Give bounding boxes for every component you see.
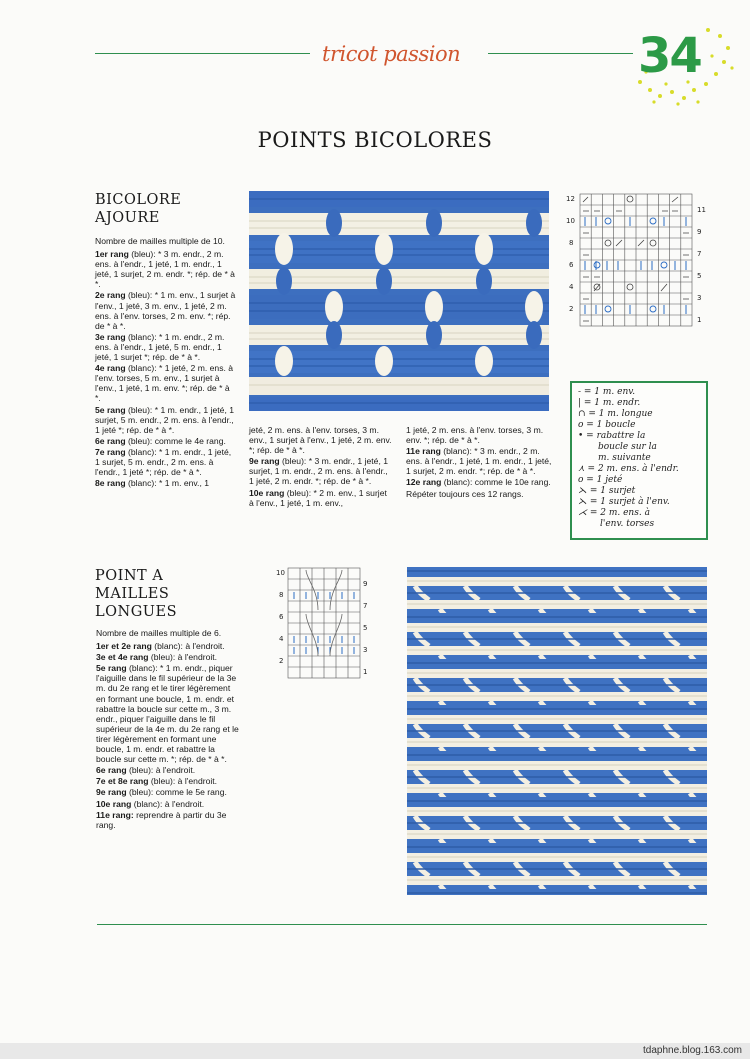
page-number: 34 [638,28,701,84]
knit-photo-mailles-longues [407,567,707,895]
bottom-rule [97,924,707,925]
chart-row-label: 8 [569,239,574,247]
stitch-chart-mailles-longues [276,564,372,686]
row-text: (bleu): * 3 m. endr., 2 m. ens. à l'endr., 1 jeté, 1 m. endr., 1 jeté, 1 surjet, 2 m. endr. *; rép. de * à *. [95,249,235,290]
row-label: 3e et 4e rang [96,652,149,663]
row-label: 9e rang [96,787,127,798]
chart-row-label: 6 [279,613,284,621]
chart-row-label: 10 [566,217,575,225]
instruction-row [96,765,242,775]
instruction-row [95,405,237,435]
instruction-row [406,446,554,476]
legend-entry: ⋋ = 1 surjet [578,486,636,496]
legend-entry: ⋋ = 1 surjet à l'env. [578,497,670,507]
legend-entry: o = 1 boucle [578,420,636,430]
row-text: (bleu): comme le 5e rang. [126,787,227,798]
legend-entry: l'env. torses [600,519,655,529]
section1-heading-line2: AJOURE [95,210,160,226]
instruction-row [95,363,237,403]
chart-row-label: 5 [363,624,368,632]
instruction-row [96,776,242,786]
row-label: 1er et 2e rang [96,641,152,652]
brand-title: tricot passion [322,42,461,66]
stitch-chart-bicolore [566,190,712,330]
row-label: 12e rang [406,477,442,488]
instruction-row [406,425,554,445]
instruction-row [96,799,242,809]
legend-entry: ⋏ = 2 m. ens. à l'endr. [578,464,679,474]
chart-row-label: 9 [363,580,368,588]
instruction-row [95,447,237,477]
legend-entry: • = rabattre la [578,431,646,441]
header-rule-right [488,53,633,54]
row-text: (blanc): * 3 m. endr., 2 m. ens. à l'endr., 1 jeté, 1 m. endr., 1 jeté, 1 surjet, 2 m. endr. *; rép. de * à *. [406,446,552,477]
section1-col3 [406,425,554,500]
instruction-row [95,332,237,362]
section2-heading-line3: LONGUES [95,604,178,620]
instruction-row [95,249,237,289]
row-label: 1er rang [95,249,129,260]
row-text: (bleu): comme le 4e rang. [125,435,226,446]
section1-heading-line1: BICOLORE [95,192,182,208]
chart-row-label: 10 [276,569,285,577]
row-label: 2e rang [95,290,126,301]
row-text: (bleu): * 3 m. endr., 1 jeté, 1 surjet, 1 m. endr., 2 m. ens. à l'endr., 1 jeté, 2 m. endr. *; rép. de * à *. [249,456,389,487]
row-text: (bleu): * 2 m. env., 1 surjet à l'env., 1 jeté, 1 m. env., [249,487,387,508]
knit-photo-bicolore [249,191,549,411]
footer-bar [0,1043,750,1059]
section1-intro: Nombre de mailles multiple de 10. [95,236,225,246]
chart-row-label: 1 [697,316,702,324]
instruction-row [249,425,394,455]
page-title: POINTS BICOLORES [257,128,493,152]
instruction-row [406,489,554,499]
instruction-row [249,488,394,508]
row-text: (bleu): à l'endroit. [148,652,218,663]
row-label: 7e rang [95,446,126,457]
row-text: (bleu): * 1 m. endr., 1 jeté, 1 surjet, 5 m. endr., 2 m. ens. à l'endr., 1 jeté *; rép. de * à *. [95,404,235,435]
chart-row-label: 2 [279,657,284,665]
section2-intro: Nombre de mailles multiple de 6. [96,628,222,638]
symbol-legend [570,381,708,540]
chart-row-label: 5 [697,272,702,280]
instruction-row [249,456,394,486]
watermark: tdaphne.blog.163.com [643,1045,742,1056]
row-label: 10e rang [96,798,132,809]
row-label: 4e rang [95,363,126,374]
section2-heading-line2: MAILLES [95,586,170,602]
chart-row-label: 3 [697,294,702,302]
section1-col2 [249,425,394,509]
row-text: (blanc): * 1 jeté, 2 m. ens. à l'env. torses, 5 m. env., 1 surjet à l'env., 1 jeté, 1 m. env. *; rép. de * à *. [95,363,234,404]
chart-row-label: 9 [697,228,702,236]
header-rule-left [95,53,310,54]
row-text: (blanc): * 1 m. env., 1 [125,478,210,489]
section2-heading [95,567,177,621]
row-text: reprendre à partir du 3e rang. [96,809,227,830]
instruction-row [95,290,237,330]
row-label: 3e rang [95,331,126,342]
chart-row-label: 4 [279,635,284,643]
legend-entry: m. suivante [598,453,651,463]
legend-entry: boucle sur la [598,442,657,452]
legend-entry: | = 1 m. endr. [578,398,641,408]
instruction-row [96,787,242,797]
row-label: 10e rang [249,487,285,498]
legend-entry: ∩ = 1 m. longue [578,409,653,419]
row-label: 11e rang: [96,809,134,820]
section1-col1 [95,236,237,489]
instruction-row [95,436,237,446]
instruction-row [96,641,242,651]
row-label: 6e rang [95,435,126,446]
row-label: 5e rang [95,404,126,415]
section1-heading [95,191,181,227]
legend-entry: o = 1 jeté [578,475,623,485]
chart-row-label: 3 [363,646,368,654]
row-text: (blanc): * 1 m. endr., 2 m. ens. à l'endr., 1 jeté, 5 m. endr., 1 jeté, 1 surjet *; rép. de * à *. [95,331,225,363]
chart-row-label: 11 [697,206,706,214]
row-text: (bleu): à l'endroit. [148,776,218,787]
section2-heading-line1: POINT A [95,568,164,584]
row-text: jeté, 2 m. ens. à l'env. torses, 3 m. env., 1 surjet à l'env., 1 jeté, 2 m. env. *; rép. de * à *. [249,425,392,456]
chart-row-label: 7 [363,602,368,610]
row-text: (blanc): comme le 10e rang. [441,477,551,488]
row-text: (blanc): à l'endroit. [131,798,205,809]
row-text: (blanc): à l'endroit. [151,641,225,652]
row-label: 9e rang [249,456,280,467]
row-text: (blanc): * 1 m. endr., piquer l'aiguille dans le fil supérieur de la 3e m. du 2e rang et le tirer légèrement en formant une boucle, 1 m. endr. et rabattre la boucle sur cette m., 3 m. endr., piquer l'aiguille dans le fil supérieur de la 4e m. du 2e rang et le tirer légèrement en formant une boucle, 1 m. endr. et rabattre la boucle sur cette m. *; rép. de * à *. [96,663,239,765]
row-text: (bleu): à l'endroit. [126,765,196,776]
legend-entry: ⋌ = 2 m. ens. à [578,508,650,518]
row-label: 11e rang [406,446,441,457]
row-text: (bleu): * 1 m. env., 1 surjet à l'env., 1 jeté, 3 m. env., 1 jeté, 2 m. ens. à l'env. torses, 2 m. env. *; rép. de * à *. [95,290,236,331]
row-label: 6e rang [96,765,127,776]
row-label: 7e et 8e rang [96,776,149,787]
instruction-row [95,478,237,488]
chart-row-label: 2 [569,305,574,313]
row-text: Répéter toujours ces 12 rangs. [406,488,524,499]
row-label: 8e rang [95,478,126,489]
chart-row-label: 8 [279,591,284,599]
chart-row-label: 4 [569,283,574,291]
instruction-row [96,663,242,764]
instruction-row [96,810,242,830]
chart-row-label: 6 [569,261,574,269]
instruction-row [96,652,242,662]
instruction-row [406,477,554,487]
chart-row-label: 1 [363,668,368,676]
chart-row-label: 12 [566,195,575,203]
row-text: (blanc): * 1 m. endr., 1 jeté, 1 surjet, 5 m. endr., 2 m. ens. à l'endr., 1 jeté *; rép. de * à *. [95,446,232,478]
row-text: 1 jeté, 2 m. ens. à l'env. torses, 3 m. env. *; rép. de * à *. [406,425,544,446]
chart-row-label: 7 [697,250,702,258]
row-label: 5e rang [96,663,127,674]
section2-col [96,628,242,831]
legend-entry: - = 1 m. env. [578,387,636,397]
